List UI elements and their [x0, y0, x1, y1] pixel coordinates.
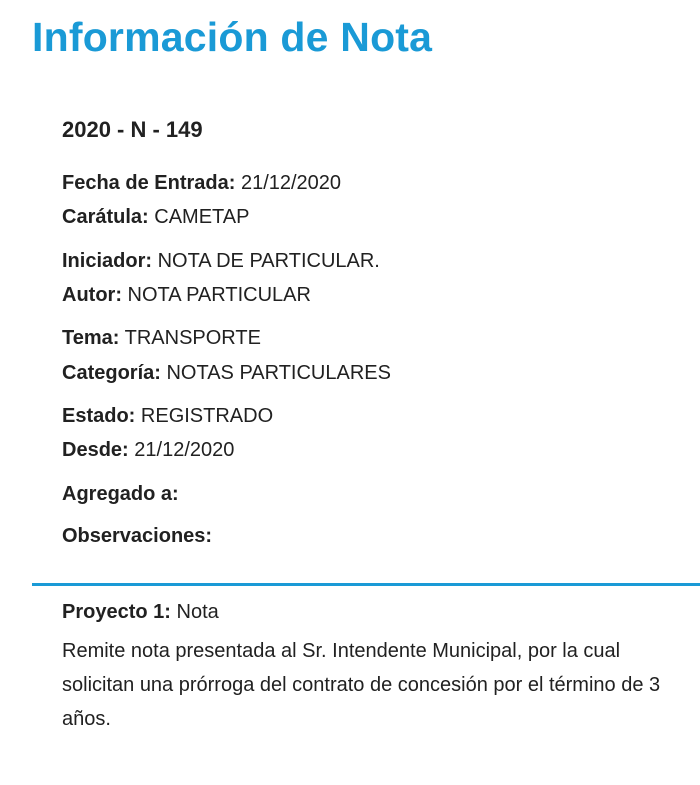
field-caratula — [62, 205, 249, 229]
field-value: NOTAS PARTICULARES — [166, 362, 391, 384]
field-value: 21/12/2020 — [240, 172, 342, 194]
field-value: REGISTRADO — [140, 405, 274, 427]
field-desde — [62, 438, 234, 462]
page-title: Información de Nota — [32, 14, 433, 60]
field-estado — [62, 404, 273, 428]
field-label: Tema: — [62, 327, 120, 349]
field-value: TRANSPORTE — [124, 327, 261, 349]
field-label: Desde: — [62, 439, 129, 461]
field-value: NOTA DE PARTICULAR. — [157, 250, 380, 272]
field-label: Categoría: — [62, 362, 161, 384]
field-observaciones — [62, 524, 212, 548]
field-autor — [62, 283, 311, 307]
field-label: Estado: — [62, 405, 136, 427]
field-tema — [62, 326, 261, 350]
field-value: 21/12/2020 — [134, 439, 235, 461]
field-value: CAMETAP — [154, 206, 250, 228]
field-value: NOTA PARTICULAR — [127, 284, 311, 306]
field-label: Carátula: — [62, 206, 149, 228]
field-fecha-entrada — [62, 171, 341, 195]
section-divider — [32, 583, 700, 586]
project-description: Remite nota presentada al Sr. Intendente Municipal, por la cual solicitan una prórroga del contrato de concesión por el término de 3 años. — [62, 640, 661, 730]
field-label: Agregado a: — [62, 483, 179, 505]
field-label: Iniciador: — [62, 250, 153, 272]
project-type: Nota — [176, 601, 219, 623]
field-label: Observaciones: — [62, 525, 213, 547]
field-categoria — [62, 361, 391, 385]
field-agregado — [62, 482, 179, 506]
field-iniciador — [62, 249, 380, 273]
project-label: Proyecto 1: — [62, 601, 171, 623]
field-label: Autor: — [62, 284, 122, 306]
field-label: Fecha de Entrada: — [62, 172, 236, 194]
project-header — [62, 600, 219, 624]
note-id: 2020 - N - 149 — [62, 117, 203, 142]
